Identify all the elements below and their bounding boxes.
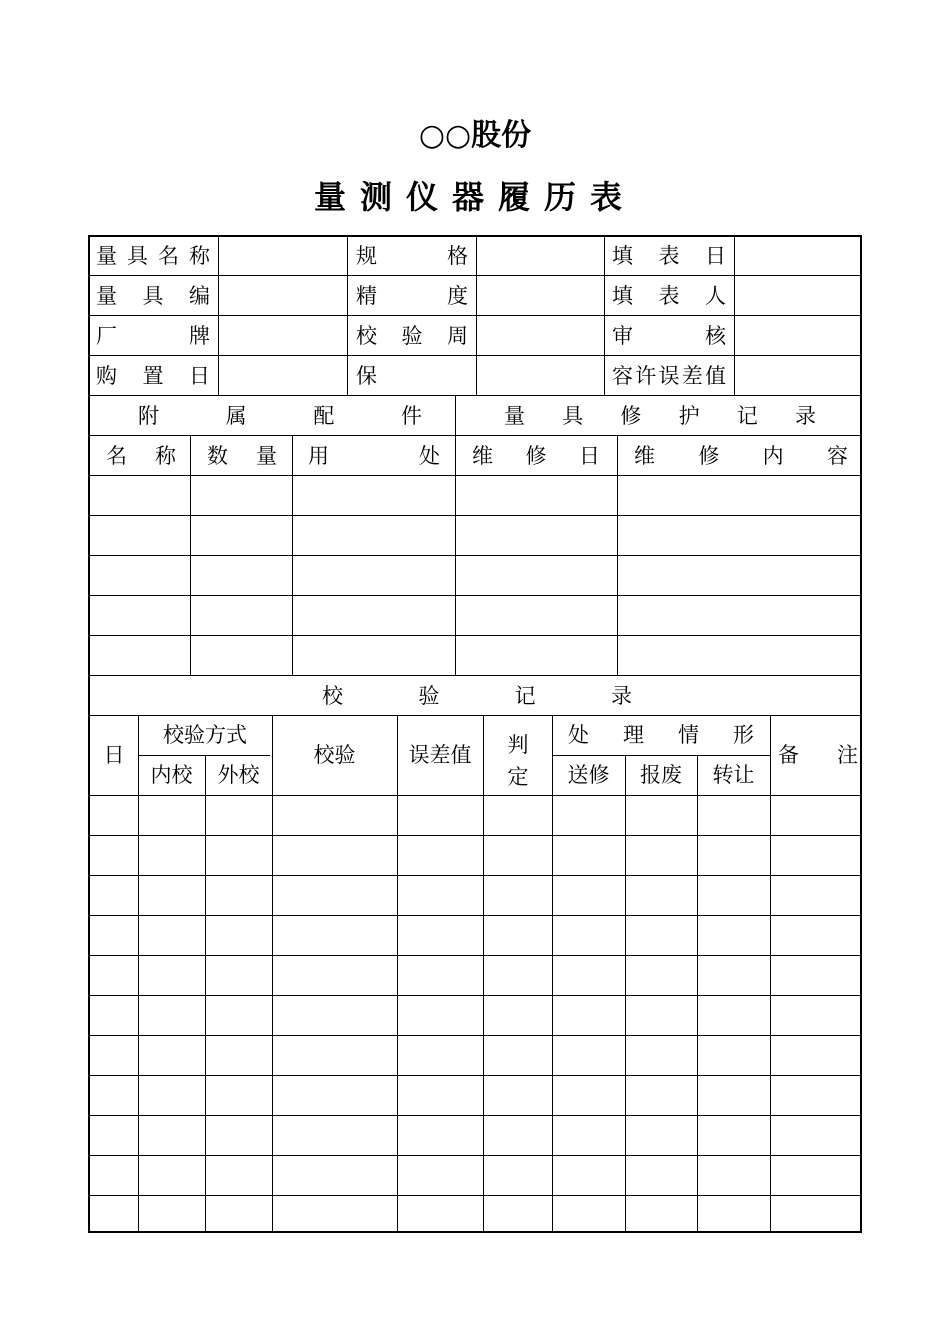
header-quantity: 数量 [207,444,277,468]
col-line [617,435,618,675]
section-calibration-record: 校验记录 [322,684,632,708]
label-precision: 精度 [356,284,468,308]
header-name: 名称 [106,444,176,468]
row-line [90,395,862,396]
col-line [347,237,348,395]
label-spec: 规格 [356,244,468,268]
label-brand: 厂牌 [96,324,210,348]
label-filled-by: 填表人 [612,284,726,308]
col-line [604,237,605,395]
header-error: 误差值 [408,743,472,767]
header-remarks: 备注 [778,743,858,767]
label-warranty: 保 [356,364,377,388]
col-line [205,755,206,1233]
header-send-repair: 送修 [567,763,610,787]
col-line [455,395,456,675]
col-line [272,715,273,1233]
col-line [697,755,698,1233]
header-repair-date: 维修日 [472,444,600,468]
col-line [292,435,293,675]
col-line [218,237,219,395]
header-scrap: 报废 [640,763,682,787]
header-check: 校验 [313,743,356,767]
header-handling: 处理情形 [568,723,754,747]
section-accessories: 附属配件 [138,404,422,428]
col-line [734,237,735,395]
form-title: 量测仪器履历表 [313,178,636,216]
header-calibration-method: 校验方式 [163,723,247,747]
col-line [397,715,398,1233]
col-line [625,755,626,1233]
col-line [552,715,553,1233]
row-line [90,675,862,676]
row-line [90,475,862,476]
header-transfer: 转让 [712,763,755,787]
col-line [483,715,484,1233]
row-line [90,515,862,516]
col-line [138,715,139,1233]
label-gauge-name: 量具名称 [96,244,210,268]
row-line [90,635,862,636]
company-name: ○○股份 [418,118,532,153]
section-repair-record: 量具修护记录 [504,404,816,428]
history-form-table [88,235,862,1233]
header-external: 外校 [217,763,260,787]
header-repair-content: 维修内容 [634,444,848,468]
label-purchase-date: 购置日 [96,364,210,388]
col-line [190,435,191,675]
label-review: 审核 [612,324,726,348]
col-line [770,715,771,1233]
row-line [90,715,862,716]
col-line [476,237,477,395]
header-internal: 内校 [150,763,193,787]
header-judgment: 判定 [507,733,529,789]
row-line [90,595,862,596]
label-gauge-number: 量具编 [96,284,210,308]
row-line [552,755,770,756]
row-line [90,555,862,556]
header-date: 日 [103,743,125,767]
label-fill-date: 填表日 [612,244,726,268]
header-usage: 用处 [308,444,440,468]
label-tolerance: 容许误差值 [612,364,726,388]
row-line [90,435,862,436]
label-calibration-cycle: 校验周 [356,324,468,348]
row-line [138,755,270,756]
